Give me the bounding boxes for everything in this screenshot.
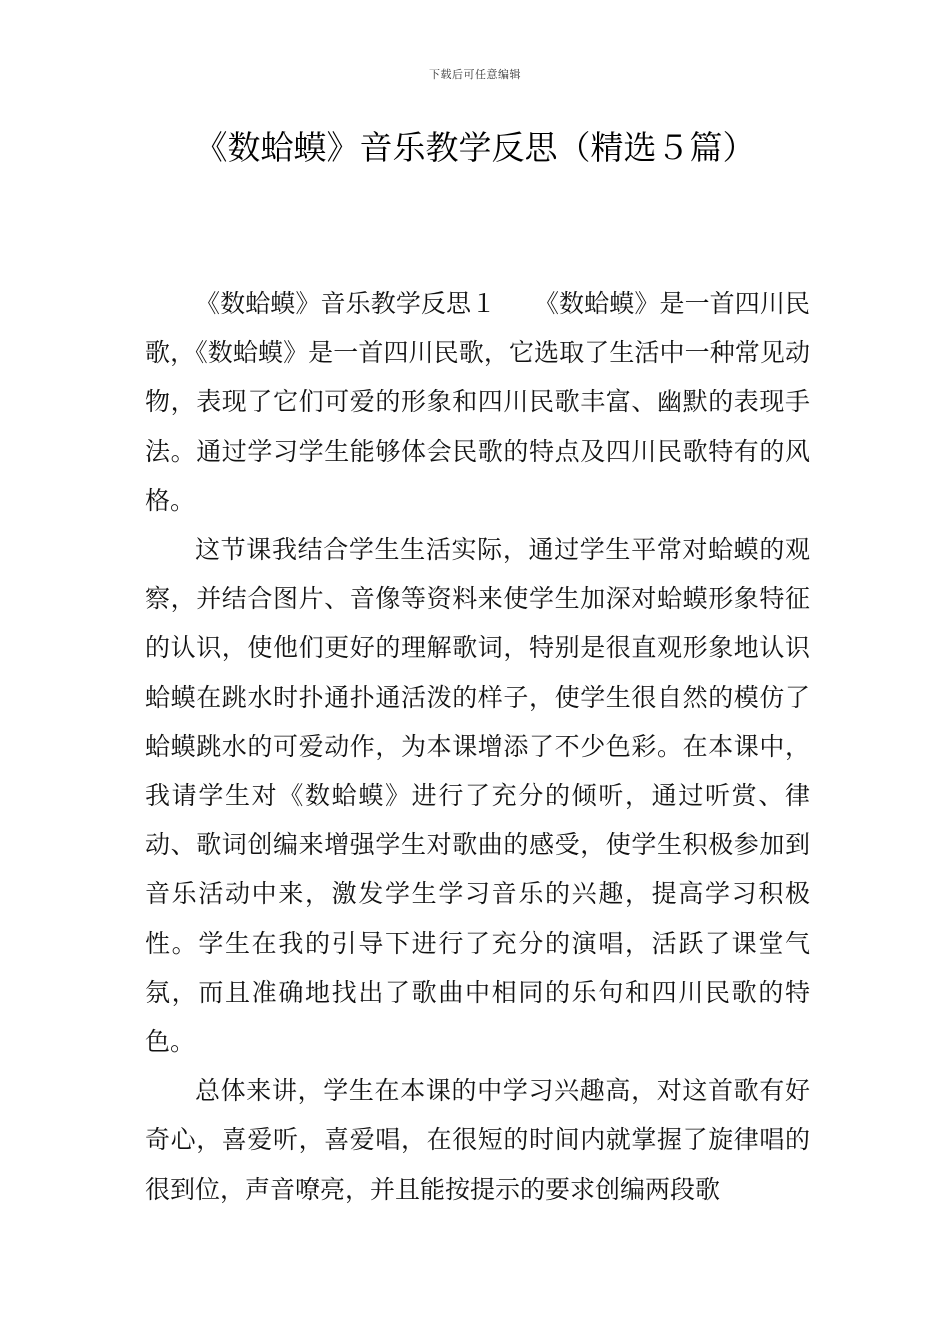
- paragraph-3: 总体来讲，学生在本课的中学习兴趣高，对这首歌有好奇心，喜爱听，喜爱唱，在很短的时间内就掌握了旋律唱的很到位，声音嘹亮，并且能按提示的要求创编两段歌: [145, 1076, 810, 1204]
- document-body: [145, 279, 810, 1214]
- paragraph-2: 这节课我结合学生生活实际，通过学生平常对蛤蟆的观察，并结合图片、音像等资料来使学生加深对蛤蟆形象特征的认识，使他们更好的理解歌词，特别是很直观形象地认识蛤蟆在跳水时扑通扑通活泼的样子，使学生很自然的模仿了蛤蟆跳水的可爱动作，为本课增添了不少色彩。在本课中，我请学生对《数蛤蟆》进行了充分的倾听，通过听赏、律动、歌词创编来增强学生对歌曲的感受，使学生积极参加到音乐活动中来，激发学生学习音乐的兴趣，提高学习积极性。学生在我的引导下进行了充分的演唱，活跃了课堂气氛，而且准确地找出了歌曲中相同的乐句和四川民歌的特色。: [145, 535, 810, 1057]
- document-title: 《数蛤蟆》音乐教学反思（精选５篇）: [194, 128, 756, 167]
- header-note: 下载后可任意编辑: [429, 68, 521, 81]
- paragraph-1: 《数蛤蟆》音乐教学反思１ 《数蛤蟆》是一首四川民歌，《数蛤蟆》是一首四川民歌，它选取了生活中一种常见动物，表现了它们可爱的形象和四川民歌丰富、幽默的表现手法。通过学习学生能够体会民歌的特点及四川民歌特有的风格。: [145, 289, 810, 515]
